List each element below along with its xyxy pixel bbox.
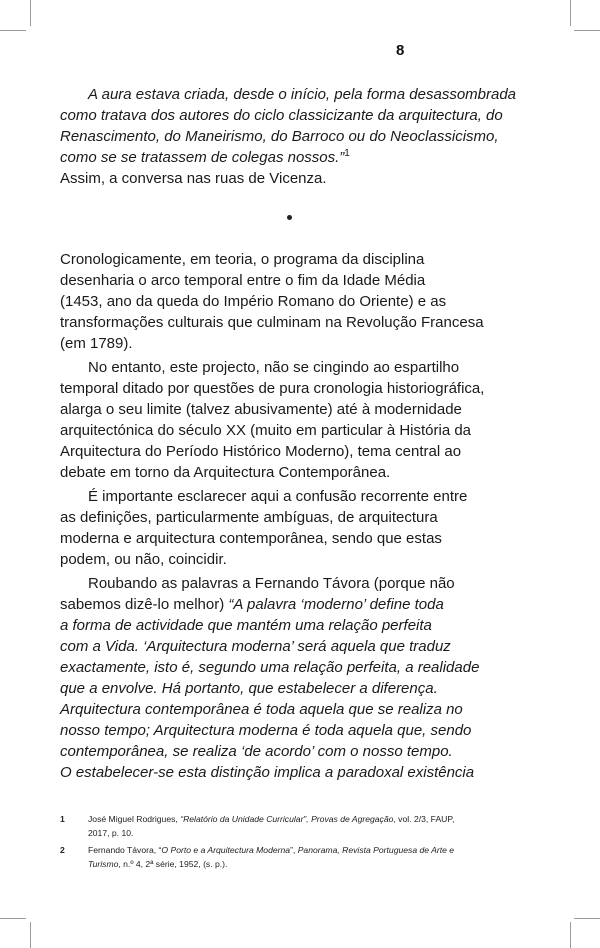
paragraph-line: (em 1789). bbox=[60, 335, 133, 352]
paragraph-line: Cronologicamente, em teoria, o programa da disciplina bbox=[60, 251, 425, 268]
paragraph-line: podem, ou não, coincidir. bbox=[60, 551, 227, 568]
paragraph-line-italic: “A palavra ‘moderno’ define toda bbox=[228, 596, 444, 613]
footnote-text: , vol. 2/3, FAUP, bbox=[393, 814, 455, 824]
footnote-text-italic: Turismo bbox=[88, 859, 119, 869]
quoted-line: nosso tempo; Arquitectura moderna é toda aquela que, sendo bbox=[60, 722, 472, 739]
footnotes bbox=[60, 812, 530, 874]
paragraph-line: (1453, ano da queda do Império Romano do Oriente) e as bbox=[60, 293, 447, 310]
paragraph-line bbox=[60, 594, 510, 615]
footnote-line bbox=[88, 857, 530, 871]
footnote-text: ”, bbox=[290, 845, 298, 855]
paragraph-line: debate em torno da Arquitectura Contemporânea. bbox=[60, 464, 391, 481]
paragraph-line: as definições, particularmente ambíguas, de arquitectura bbox=[60, 509, 438, 526]
crop-mark-bottom-left bbox=[30, 922, 31, 948]
paragraph-line: moderna e arquitectura contemporânea, sendo que estas bbox=[60, 530, 442, 547]
paragraph-line: desenharia o arco temporal entre o fim da Idade Média bbox=[60, 272, 426, 289]
section-separator-bullet bbox=[287, 215, 292, 220]
paragraph-line: alarga o seu limite (talvez abusivamente) até à modernidade bbox=[60, 401, 462, 418]
footnote-text: , n.º 4, 2ª série, 1952, (s. p.). bbox=[118, 859, 228, 869]
quoted-line: com a Vida. ‘Arquitectura moderna’ será aquela que traduz bbox=[60, 638, 451, 655]
quoted-line: Arquitectura contemporânea é toda aquela que se realiza no bbox=[60, 701, 463, 718]
crop-mark-top-right bbox=[570, 0, 571, 26]
quote-line: Renascimento, do Maneirismo, do Barroco ou do Neoclassicismo, bbox=[60, 128, 499, 145]
paragraph-line: transformações culturais que culminam na Revolução Francesa bbox=[60, 314, 484, 331]
footnote-text-italic: Panorama, Revista Portuguesa de Arte e bbox=[297, 845, 455, 855]
crop-mark-top-right-h bbox=[574, 30, 600, 31]
quoted-line: contemporânea, se realiza ‘de acordo’ com o nosso tempo. bbox=[60, 743, 453, 760]
footnote-number: 1 bbox=[60, 814, 65, 824]
quote-line: A aura estava criada, desde o início, pela forma desassombrada bbox=[88, 86, 517, 103]
opening-quote bbox=[60, 84, 517, 168]
footnote-text-italic: O Porto e a Arquitectura Moderna bbox=[161, 845, 291, 855]
footnote-text: José Miguel Rodrigues, bbox=[88, 814, 181, 824]
footnote-line: 2017, p. 10. bbox=[88, 828, 134, 838]
paragraph-line: Roubando as palavras a Fernando Távora (porque não bbox=[88, 575, 455, 592]
quote-line bbox=[60, 147, 500, 168]
quoted-line: que a envolve. Há portanto, que estabelecer a diferença. bbox=[60, 680, 438, 697]
footnote-text: Fernando Távora, “ bbox=[88, 845, 162, 855]
footnote-line bbox=[88, 812, 530, 826]
paragraph-line: É importante esclarecer aqui a confusão recorrente entre bbox=[88, 488, 468, 505]
quoted-line: O estabelecer-se esta distinção implica a paradoxal existência bbox=[60, 764, 475, 781]
footnote-ref-1[interactable]: 1 bbox=[344, 148, 350, 159]
page-number: 8 bbox=[396, 42, 405, 59]
footnote-2 bbox=[60, 843, 530, 871]
quote-followup: Assim, a conversa nas ruas de Vicenza. bbox=[60, 170, 327, 187]
crop-mark-bottom-left-h bbox=[0, 918, 26, 919]
crop-mark-bottom-right bbox=[570, 922, 571, 948]
footnote-1 bbox=[60, 812, 530, 840]
crop-mark-top-left-h bbox=[0, 30, 26, 31]
crop-mark-top-left bbox=[30, 0, 31, 26]
quote-line: como tratava dos autores do ciclo classicizante da arquitectura, do bbox=[60, 107, 503, 124]
footnote-text-italic: “Relatório da Unidade Curricular”, Provas de Agregação bbox=[180, 814, 394, 824]
paragraph-line: Arquitectura do Período Histórico Moderno), tema central ao bbox=[60, 443, 462, 460]
footnote-line bbox=[88, 843, 530, 857]
crop-mark-bottom-right-h bbox=[574, 918, 600, 919]
paragraph-line: No entanto, este projecto, não se cingindo ao espartilho bbox=[88, 359, 460, 376]
paragraph-line: temporal ditado por questões de pura cronologia historiográfica, bbox=[60, 380, 485, 397]
body-text bbox=[60, 249, 510, 783]
footnote-number: 2 bbox=[60, 845, 65, 855]
quote-line-text: como se se tratassem de colegas nossos.” bbox=[60, 149, 345, 166]
quoted-line: a forma de actividade que mantém uma relação perfeita bbox=[60, 617, 432, 634]
paragraph-line-plain: sabemos dizê-lo melhor) bbox=[60, 596, 229, 613]
quoted-line: exactamente, isto é, segundo uma relação perfeita, a realidade bbox=[60, 659, 480, 676]
paragraph-line: arquitectónica do século XX (muito em particular à História da bbox=[60, 422, 472, 439]
